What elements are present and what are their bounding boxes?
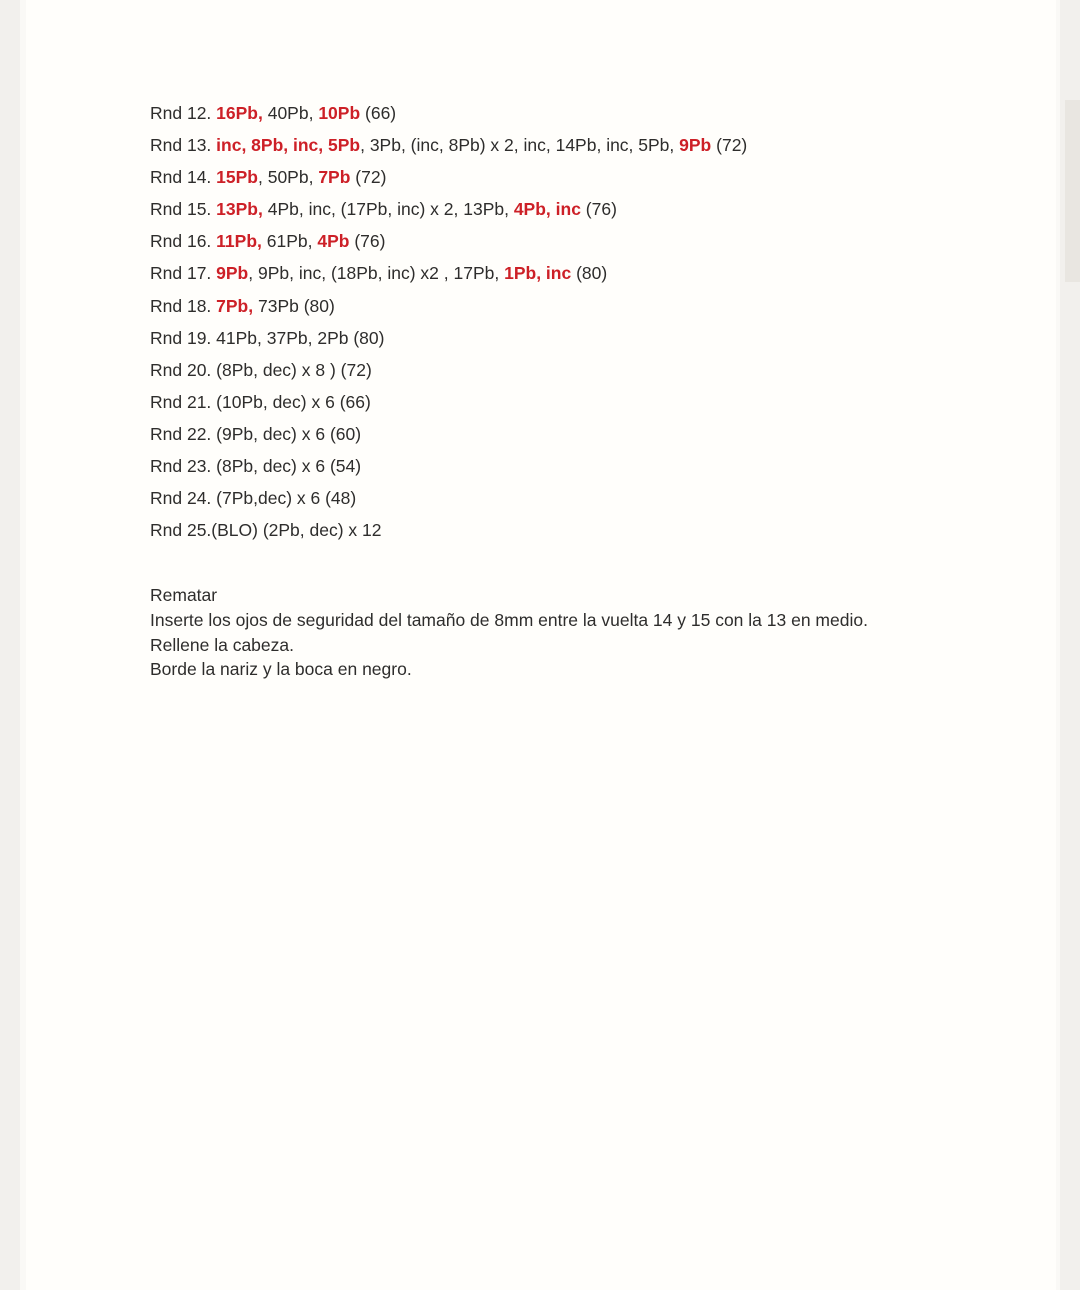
scrollbar-track[interactable] [1056,0,1080,1290]
stitch-text: , 3Pb, (inc, 8Pb) x 2, inc, 14Pb, inc, 5Pb, [360,135,680,156]
highlighted-stitch-text: 13Pb, [216,199,263,220]
stitch-text: 4Pb, inc, (17Pb, inc) x 2, 13Pb, [262,199,514,220]
stitch-text: (76) [349,231,386,252]
stitch-text: , 9Pb, inc, (18Pb, inc) x2 , 17Pb, [248,263,505,284]
stitch-text: (80) [571,263,608,284]
highlighted-stitch-text: 4Pb [317,231,350,252]
document-page [32,0,1052,1290]
scrollbar-thumb[interactable] [1065,100,1080,282]
stitch-text: Rnd 18. [150,295,217,316]
pattern-round-line [150,290,1030,322]
highlighted-stitch-text: 7Pb, [216,295,254,316]
stitch-text: (72) [711,135,748,156]
stitch-text: , 50Pb, [257,167,319,188]
finishing-line: Borde la nariz y la boca en negro. [150,659,412,680]
stitch-text: Rnd 22. (9Pb, dec) x 6 (60) [150,423,362,444]
pattern-round-line [150,129,1030,161]
pattern-round-line [150,225,1030,257]
stitch-text: Rnd 13. [150,135,217,156]
stitch-text: Rnd 12. [150,103,217,123]
pattern-round-line [150,322,1030,354]
stitch-text: (72) [350,167,387,188]
finishing-line: Inserte los ojos de seguridad del tamaño de 8mm entre la vuelta 14 y 15 con la 13 en medio. [150,609,868,630]
stitch-text: Rnd 25.(BLO) (2Pb, dec) x 12 [150,520,382,541]
highlighted-stitch-text: inc, 8Pb, inc, 5Pb [216,135,361,156]
pattern-round-line [150,514,1030,546]
highlighted-stitch-text: 1Pb, inc [504,263,572,284]
stitch-text: Rnd 15. [150,199,217,220]
stitch-text: 40Pb, [262,103,319,123]
stitch-text: Rnd 14. [150,167,217,188]
stitch-text: Rnd 21. (10Pb, dec) x 6 (66) [150,391,371,412]
highlighted-stitch-text: 15Pb [216,167,258,188]
pattern-round-line [150,450,1030,482]
pattern-round-line [150,161,1030,193]
pattern-round-line [150,482,1030,514]
stitch-text: 61Pb, [261,231,318,252]
page-margin-left [0,0,26,1290]
stitch-text: (66) [360,103,397,123]
stitch-text: Rnd 17. [150,263,217,284]
pattern-round-line [150,257,1030,289]
finishing-instructions [150,608,1030,682]
stitch-text: Rnd 23. (8Pb, dec) x 6 (54) [150,456,362,477]
highlighted-stitch-text: 11Pb, [216,231,262,252]
pattern-round-line [150,193,1030,225]
stitch-text: Rnd 16. [150,231,217,252]
highlighted-stitch-text: 9Pb [216,263,249,284]
pattern-round-line [150,97,1030,129]
finishing-line: Rellene la cabeza. [150,634,294,655]
pattern-round-line [150,354,1030,386]
finishing-section [150,583,1030,681]
stitch-text: 73Pb (80) [253,295,335,316]
stitch-text: Rnd 20. (8Pb, dec) x 8 ) (72) [150,359,372,380]
highlighted-stitch-text: 7Pb [318,167,351,188]
stitch-text: Rnd 24. (7Pb,dec) x 6 (48) [150,488,357,509]
pattern-content [150,97,1030,682]
finishing-title: Rematar [150,585,218,606]
pattern-rounds-list [150,97,1030,546]
stitch-text: (76) [580,199,617,220]
highlighted-stitch-text: 4Pb, inc [513,199,581,220]
pattern-round-line [150,418,1030,450]
highlighted-stitch-text: 10Pb [318,103,361,123]
pattern-round-line [150,386,1030,418]
highlighted-stitch-text: 9Pb [679,135,712,156]
highlighted-stitch-text: 16Pb, [216,103,263,123]
stitch-text: Rnd 19. 41Pb, 37Pb, 2Pb (80) [150,327,385,348]
